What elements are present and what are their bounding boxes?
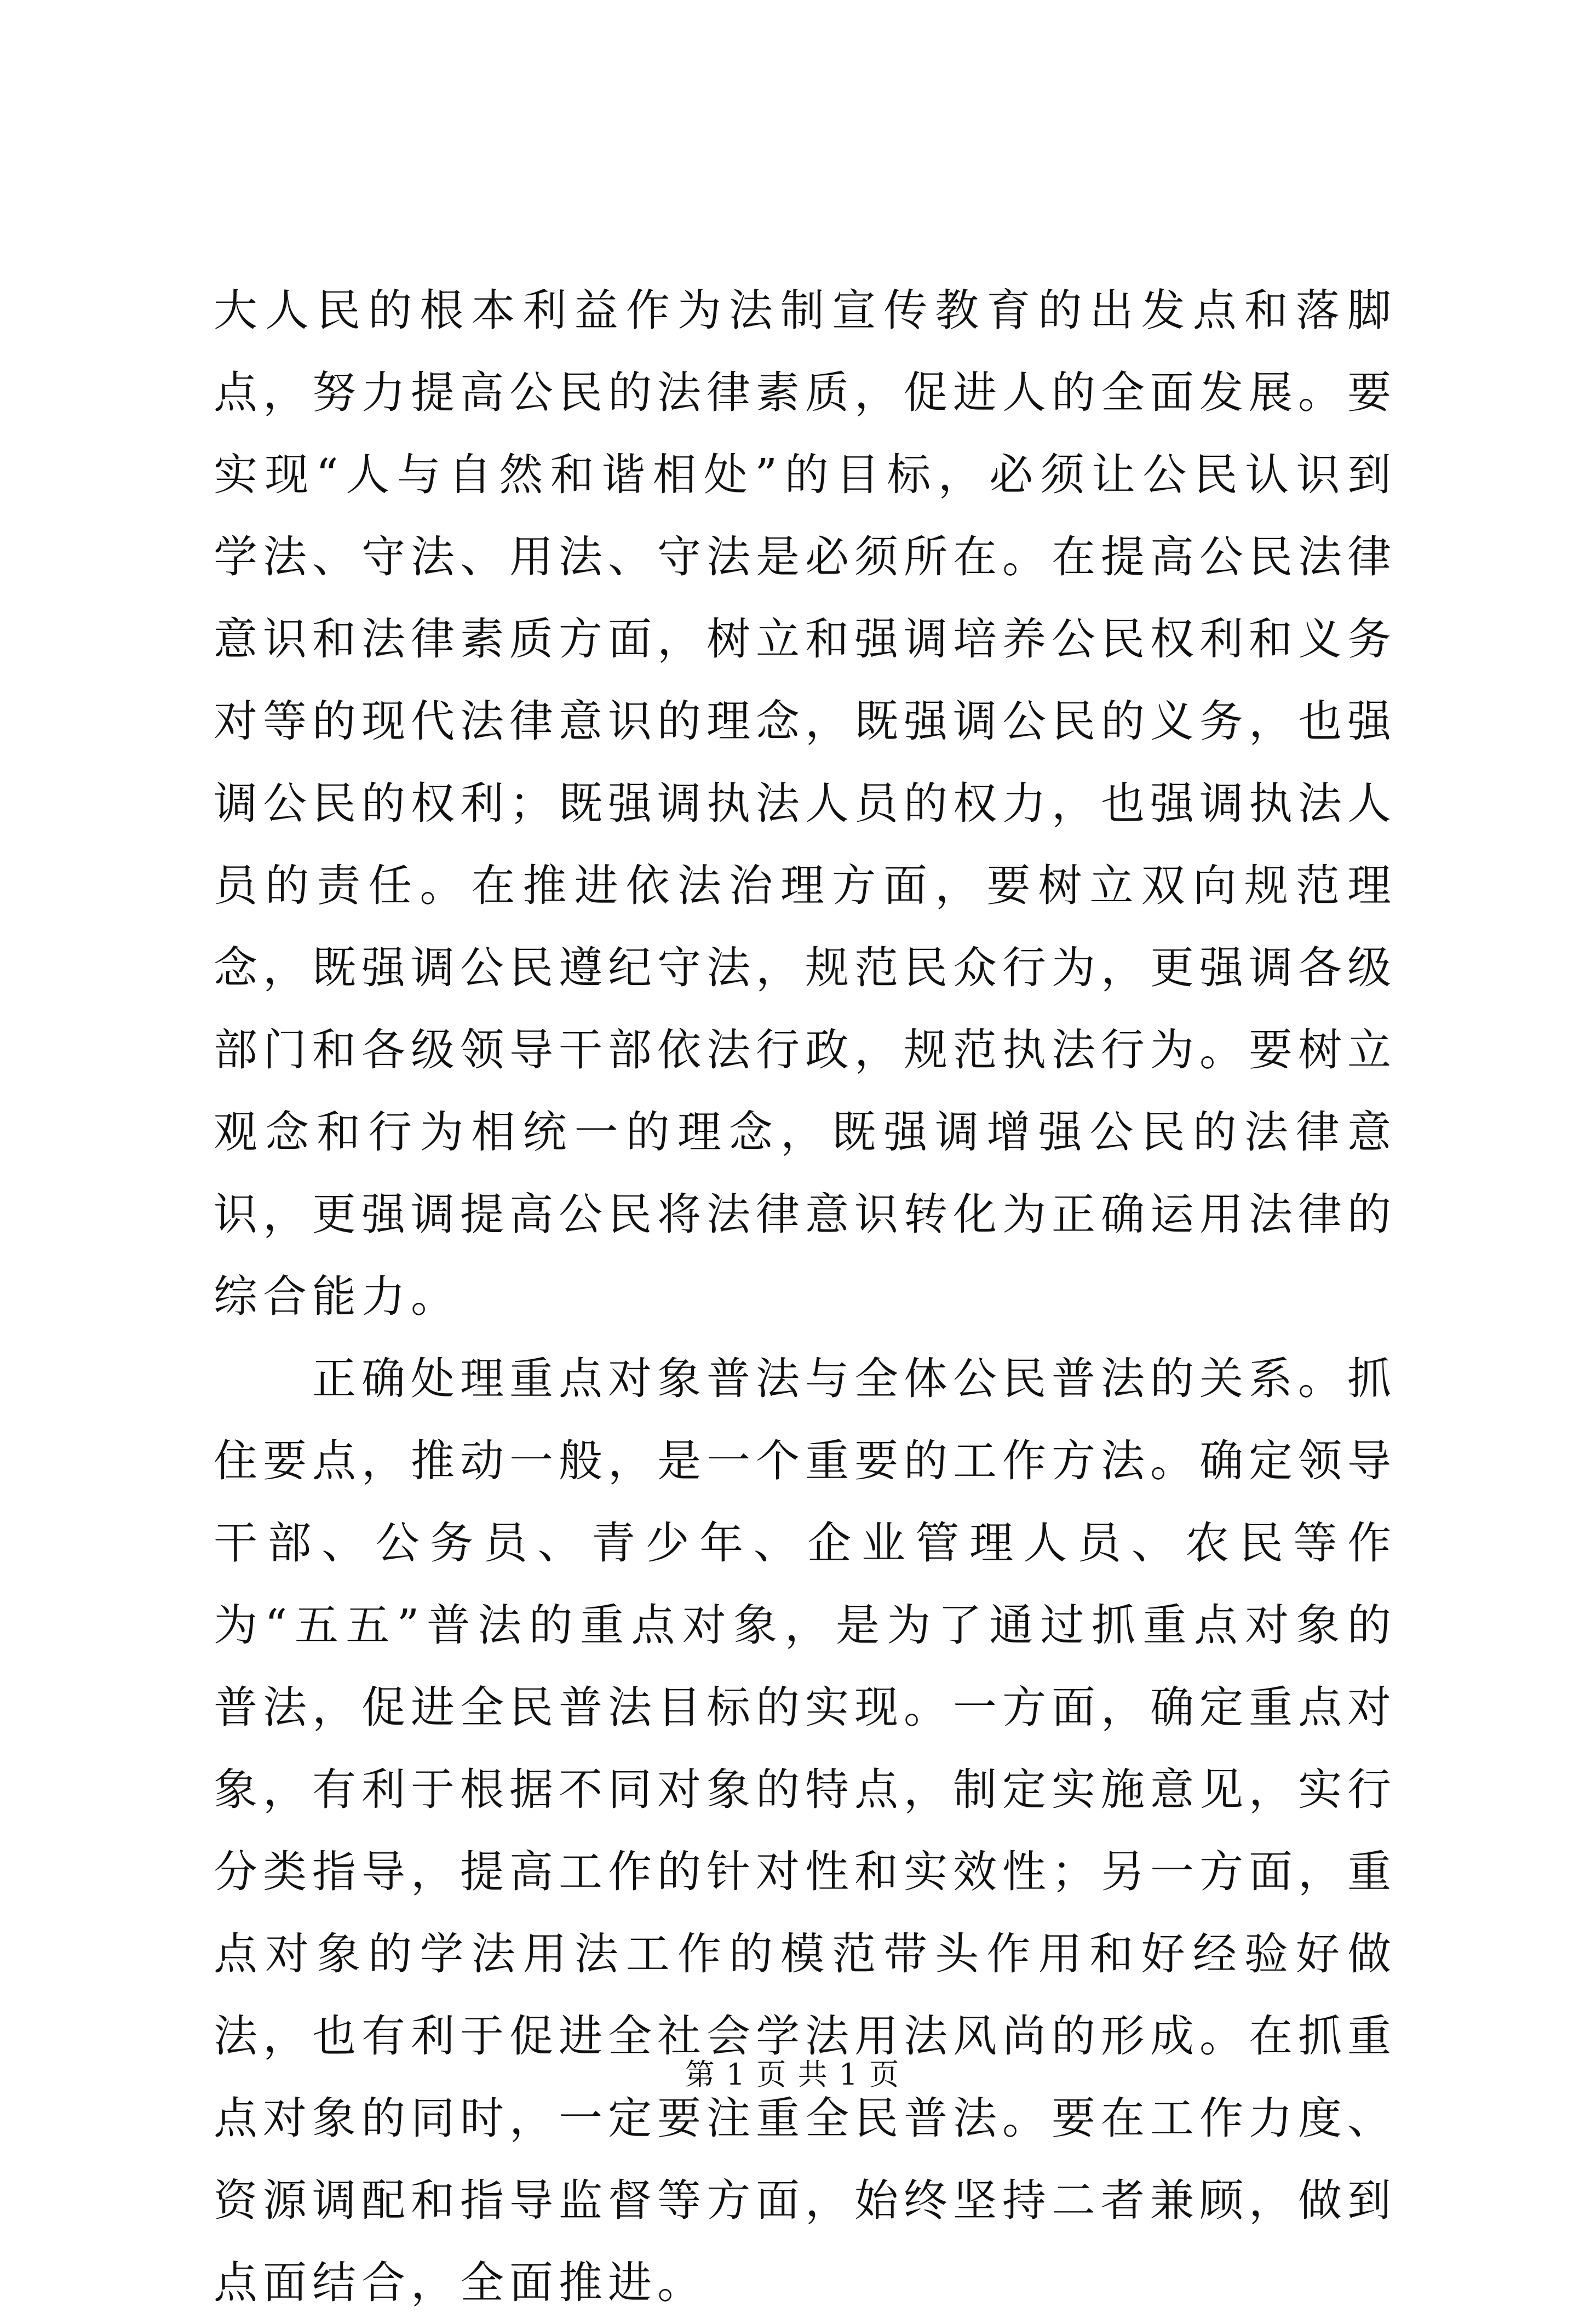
page-footer: 第 1 页 共 1 页 bbox=[685, 2057, 900, 2092]
document-body bbox=[214, 270, 1397, 2324]
paragraph-2: 正确处理重点对象普法与全体公民普法的关系。抓住要点，推动一般，是一个重要的工作方法。确定领导干部、公务员、青少年、企业管理人员、农民等作为“五五”普法的重点对象，是为了通过抓重点对象的普法，促进全民普法目标的实现。一方面，确定重点对象，有利于根据不同对象的特点，制定实施意见，实行分类指导，提高工作的针对性和实效性；另一方面，重点对象的学法用法工作的模范带头作用和好经验好做法，也有利于促进全社会学法用法风尚的形成。在抓重点对象的同时，一定要注重全民普法。要在工作力度、资源调配和指导监督等方面，始终坚持二者兼顾，做到点面结合，全面推进。 bbox=[214, 1353, 1397, 2308]
paragraph-1: 大人民的根本利益作为法制宣传教育的出发点和落脚点，努力提高公民的法律素质，促进人的全面发展。要实现“人与自然和谐相处”的目标，必须让公民认识到学法、守法、用法、守法是必须所在。在提高公民法律意识和法律素质方面，树立和强调培养公民权利和义务对等的现代法律意识的理念，既强调公民的义务，也强调公民的权利；既强调执法人员的权力，也强调执法人员的责任。在推进依法治理方面，要树立双向规范理念，既强调公民遵纪守法，规范民众行为，更强调各级部门和各级领导干部依法行政，规范执法行为。要树立观念和行为相统一的理念，既强调增强公民的法律意识，更强调提高公民将法律意识转化为正确运用法律的综合能力。 bbox=[214, 285, 1397, 1322]
